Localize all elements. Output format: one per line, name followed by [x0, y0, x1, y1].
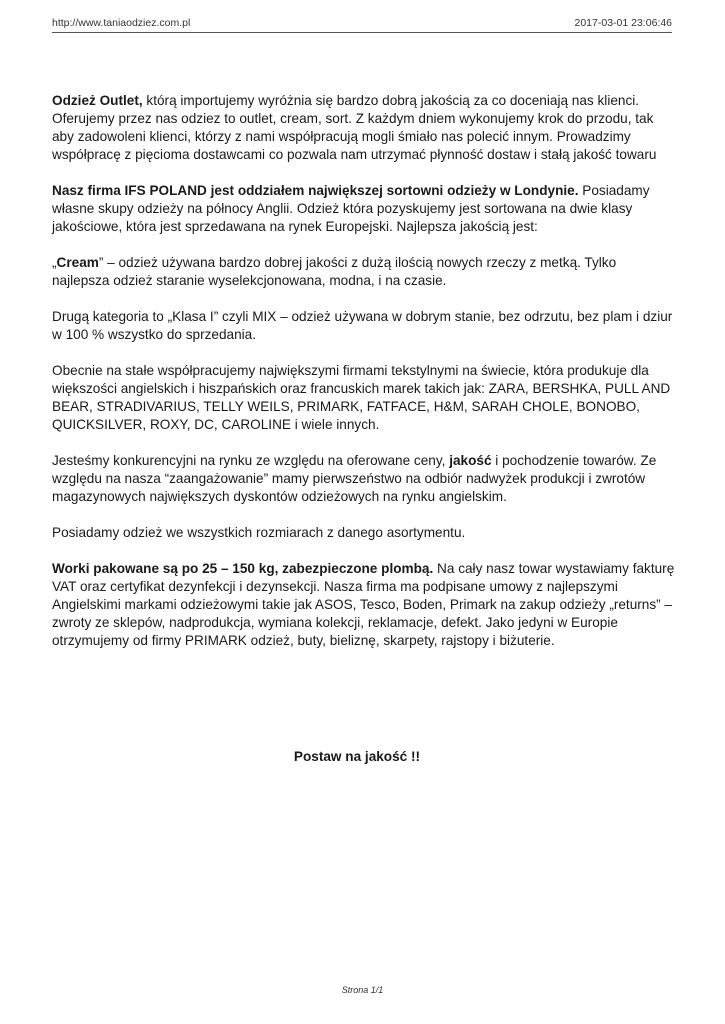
- paragraph-cream-open-quote: „: [52, 255, 57, 270]
- paragraph-partners: Obecnie na stałe współpracujemy największymi firmami tekstylnymi na świecie, która produkuje dla większości angielskich i hiszpańskich oraz francuskich marek takich jak: ZARA, BERSHKA, PULL AND BEAR, STRADIVARIUS, TELLY WEILS, PRIMARK, FATFACE, H&M, SARAH CHOLE, BONOBO, QUICKSILVER, ROXY, DC, CAROLINE i wiele innych.: [52, 363, 671, 432]
- page-footer: Strona 1/1: [341, 985, 384, 995]
- paragraph-company: [52, 182, 677, 236]
- paragraph-competitive-before: Jesteśmy konkurencyjni na rynku ze względu na oferowane ceny,: [52, 453, 450, 468]
- paragraph-outlet: [52, 92, 677, 164]
- paragraph-competitive: [52, 452, 677, 506]
- page-header: [52, 14, 672, 33]
- header-datetime: 2017-03-01 23:06:46: [574, 17, 672, 29]
- paragraph-sizes: Posiadamy odzież we wszystkich rozmiarach z danego asortymentu.: [52, 525, 466, 540]
- paragraph-outlet-lead: Odzież Outlet,: [52, 93, 143, 108]
- paragraph-packaging: [52, 560, 677, 650]
- paragraph-company-lead: Nasz firma IFS POLAND jest oddziałem największej sortowni odzieży w Londynie.: [52, 183, 579, 198]
- paragraph-cream-text: ” – odzież używana bardzo dobrej jakości z dużą ilością nowych rzeczy z metką. Tylko najlepsza odzież staranie wyselekcjonowana, modna, i na czasie.: [52, 255, 617, 288]
- paragraph-competitive-after: i pochodzenie towarów. Ze względu na nasza “zaangażowanie” mamy pierwszeństwo na odbiór nadwyżek produkcji i zwrotów magazynowych największych dyskontów odzieżowych na rynku angielskim.: [52, 453, 657, 504]
- header-url: http://www.taniaodziez.com.pl: [52, 17, 191, 29]
- document-body: [52, 92, 677, 668]
- closing-slogan: Postaw na jakość !!: [293, 749, 421, 764]
- paragraph-class-one: Drugą kategoria to „Klasa I” czyli MIX – odzież używana w dobrym stanie, bez odrzutu, bez plam i dziur w 100 % wszystko do sprzedania.: [52, 309, 673, 342]
- paragraph-packaging-lead: Worki pakowane są po 25 – 150 kg, zabezpieczone plombą.: [52, 561, 434, 576]
- paragraph-competitive-bold: jakość: [449, 453, 492, 468]
- paragraph-cream-lead: Cream: [56, 255, 99, 270]
- paragraph-outlet-text: którą importujemy wyróżnia się bardzo dobrą jakością za co doceniają nas klienci. Oferujemy przez nas odziez to outlet, cream, sort. Z każdym dniem wykonujemy krok do przodu, tak aby zadowoleni klienci, którzy z nami współpracują mogli śmiało nas polecić innym. Prowadzimy współpracę z pięcioma dostawcami co pozwala nam utrzymać płynność dostaw i stałą jakość towaru: [52, 93, 657, 162]
- paragraph-cream: [52, 254, 677, 290]
- paragraph-packaging-text: Na cały nasz towar wystawiamy fakturę VAT oraz certyfikat dezynfekcji i dezynsekcji. Nasza firma ma podpisane umowy z najlepszymi Angielskimi markami odzieżowymi takie jak ASOS, Tesco, Boden, Primark na zakup odzieży „returns” – zwroty ze sklepów, nadprodukcja, wymiana kolekcji, reklamacje, defekt. Jako jedyni w Europie otrzymujemy od firmy PRIMARK odzież, buty, bieliznę, skarpety, rajstopy i biżuterie.: [52, 561, 675, 648]
- paragraph-company-text: Posiadamy własne skupy odzieży na północy Anglii. Odzież która pozyskujemy jest sortowana na dwie klasy jakościowe, która jest sprzedawana na rynek Europejski. Najlepsza jakością jest:: [52, 183, 650, 234]
